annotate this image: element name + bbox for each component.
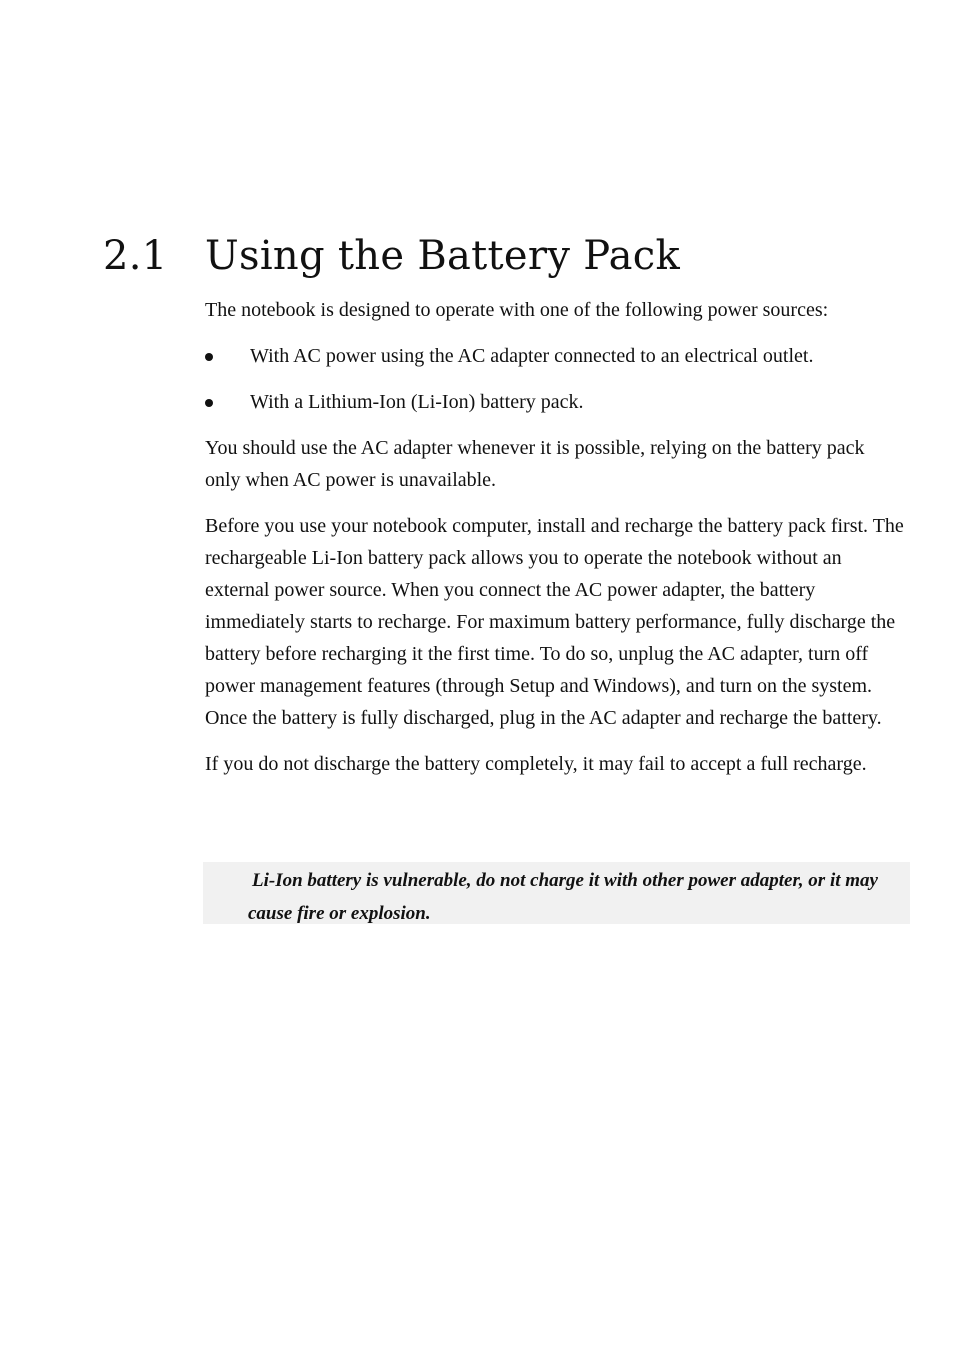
list-item-text: With a Lithium-Ion (Li-Ion) battery pack. (250, 391, 584, 413)
section-number: 2.1 (103, 233, 168, 279)
warning-text: Li-Ion battery is vulnerable, do not charge it with other power adapter, or it may cause fire or explosion. (248, 870, 878, 924)
section-title: Using the Battery Pack (205, 233, 681, 279)
body-paragraph: Before you use your notebook computer, install and recharge the battery pack first. The rechargeable Li-Ion battery pack allows you to operate the notebook without an external power source. When you connect the AC power adapter, the battery immediately starts to recharge. For maximum battery performance, fully discharge the battery before recharging it the first time. To do so, unplug the AC adapter, turn off power management features (through Setup and Windows), and turn on the system. Once the battery is fully discharged, plug in the AC adapter and recharge the battery. (205, 515, 904, 729)
list-item (205, 340, 905, 372)
power-source-list (205, 340, 905, 418)
section-heading (103, 226, 680, 286)
body-paragraph: You should use the AC adapter whenever it is possible, relying on the battery pack only when AC power is unavailable. (205, 437, 865, 491)
warning-box (203, 862, 910, 924)
list-item (205, 386, 905, 418)
list-item-text: With AC power using the AC adapter connected to an electrical outlet. (250, 345, 814, 367)
bullet-icon (205, 353, 213, 361)
body-paragraph: If you do not discharge the battery completely, it may fail to accept a full recharge. (205, 753, 867, 775)
bullet-icon (205, 399, 213, 407)
section-body (205, 294, 905, 794)
intro-paragraph: The notebook is designed to operate with one of the following power sources: (205, 299, 829, 321)
